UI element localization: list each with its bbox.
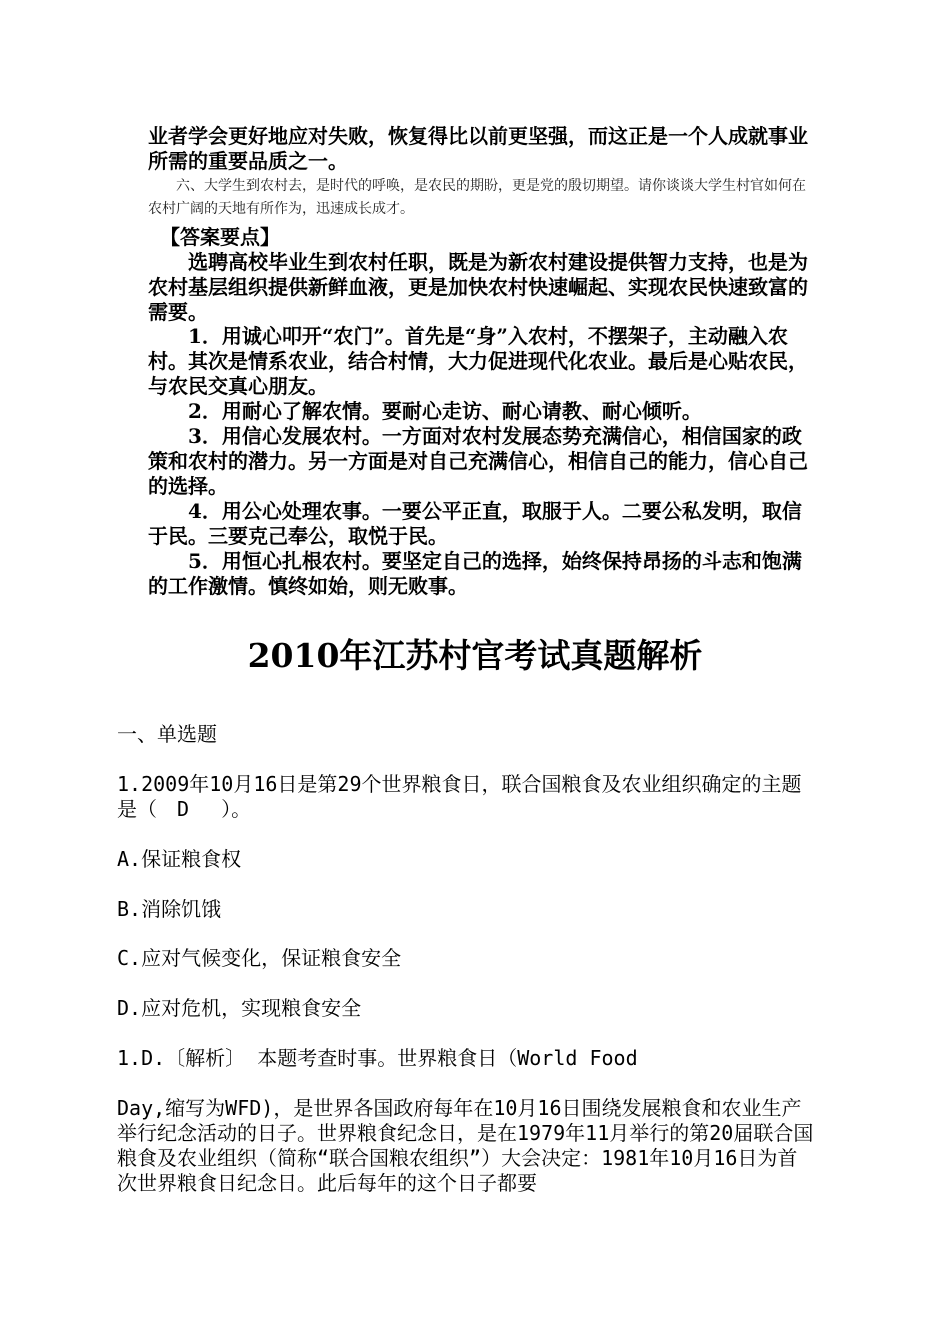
option-d: D.应对危机，实现粮食安全: [117, 996, 362, 1020]
answer-intro: 选聘高校毕业生到农村任职，既是为新农村建设提供智力支持，也是为农村基层组织提供新鲜血液，更是加快农村快速崛起、实现农民快速致富的需要。: [148, 250, 808, 324]
answer-point-4: 4．用公心处理农事。一要公平正直，取服于人。二要公私发明，取信于民。三要克己奉公，取悦于民。: [148, 499, 802, 548]
option-c: C.应对气候变化，保证粮食安全: [117, 946, 402, 970]
analysis-paragraph: Day,缩写为WFD)，是世界各国政府每年在10月16日围绕发展粮食和农业生产举行纪念活动的日子。世界粮食纪念日，是在1979年11月举行的第20届联合国粮食及农业组织（简称“联合国粮农组织”）大会决定：1981年10月16日为首次世界粮食日纪念日。此后每年的这个日子都要: [117, 1096, 814, 1195]
answer-point-3: 3．用信心发展农村。一方面对农村发展态势充满信心，相信国家的政策和农村的潜力。另一方面是对自己充满信心，相信自己的能力，信心自己的选择。: [148, 424, 808, 498]
answer-point-5: 5．用恒心扎根农村。要坚定自己的选择，始终保持昂扬的斗志和饱满的工作激情。慎终如始，则无败事。: [148, 549, 802, 598]
analysis-line-1: 1.D.〔解析〕 本题考查时事。世界粮食日（World Food: [117, 1046, 638, 1070]
section-heading: 一、单选题: [117, 722, 217, 746]
option-b: B.消除饥饿: [117, 897, 222, 921]
option-a: A.保证粮食权: [117, 847, 242, 871]
answer-point-2: 2．用耐心了解农情。要耐心走访、耐心请教、耐心倾听。: [188, 399, 702, 423]
page-title: 2010年江苏村官考试真题解析: [247, 636, 703, 675]
question-six: 六、大学生到农村去，是时代的呼唤，是农民的期盼，更是党的殷切期望。请你谈谈大学生村官如何在农村广阔的天地有所作为，迅速成长成才。: [148, 178, 806, 217]
continuation-paragraph: 业者学会更好地应对失败，恢复得比以前更坚强，而这正是一个人成就事业所需的重要品质之一。: [148, 124, 808, 173]
question-1: 1.2009年10月16日是第29个世界粮食日，联合国粮食及农业组织确定的主题是（ D ）。: [117, 772, 802, 821]
answer-heading: 【答案要点】: [160, 225, 280, 249]
answer-point-1: 1．用诚心叩开“农门”。首先是“身”入农村，不摆架子，主动融入农村。其次是情系农业，结合村情，大力促进现代化农业。最后是心贴农民，与农民交真心朋友。: [148, 324, 808, 398]
